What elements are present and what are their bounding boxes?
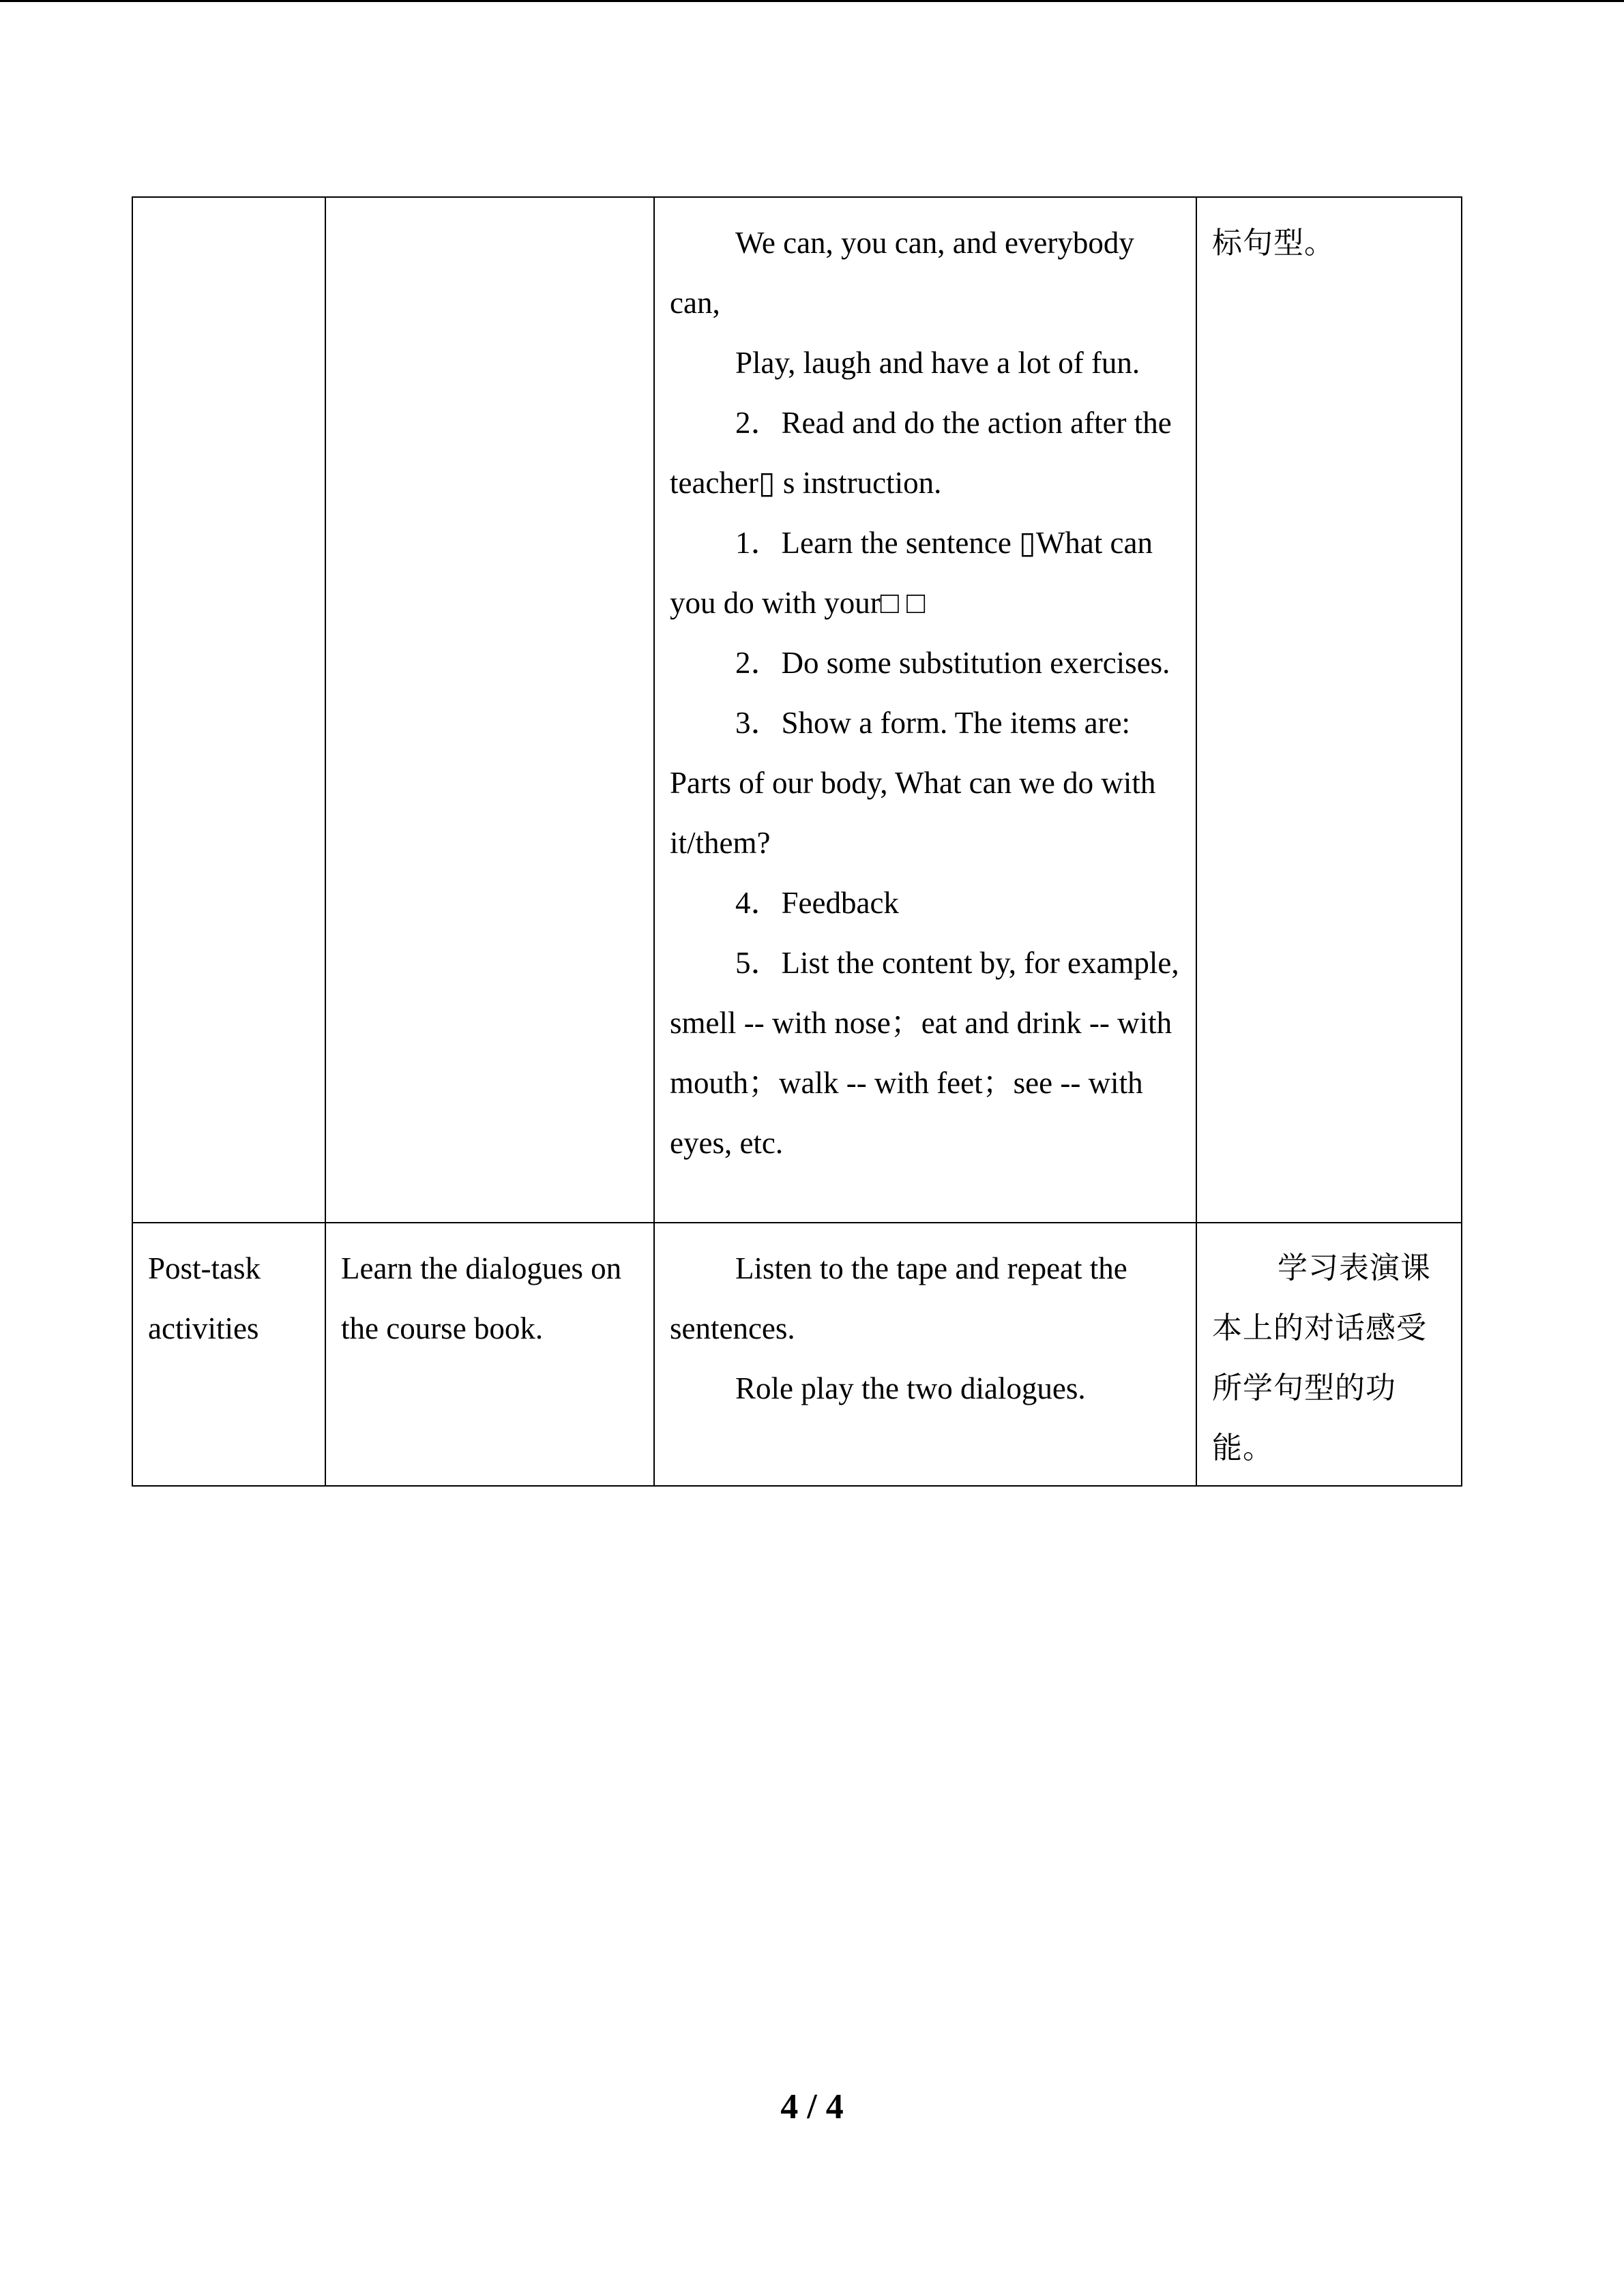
page-number: 4 / 4: [780, 2087, 844, 2126]
procedure-paragraph: 3．Show a form. The items are: Parts of our body, What can we do with it/them?: [670, 706, 1156, 860]
procedure-cell: [654, 1223, 1196, 1486]
procedure-paragraph: 1．Learn the sentence ▯What can you do with your□ □: [670, 526, 1153, 620]
procedure-paragraph: 2．Do some substitution exercises.: [735, 646, 1170, 680]
purpose-text: 标句型。: [1212, 226, 1335, 260]
lesson-plan-table: [132, 196, 1462, 1487]
stage-cell: [132, 197, 325, 1223]
procedure-paragraph: 4．Feedback: [735, 886, 899, 920]
procedure-paragraph: Listen to the tape and repeat the sentences.: [670, 1251, 1127, 1345]
table-row: [132, 1223, 1462, 1486]
purpose-text: 学习表演课本上的对话感受所学句型的功能。: [1212, 1251, 1431, 1465]
procedure-cell: [654, 197, 1196, 1223]
objective-cell: [325, 1223, 654, 1486]
objective-cell: [325, 197, 654, 1223]
procedure-paragraph: 5．List the content by, for example, smell -- with nose；eat and drink -- with mouth；walk -- with feet；see -- with eyes, etc.: [670, 946, 1179, 1160]
stage-text: Post-task activities: [148, 1251, 261, 1345]
procedure-paragraph: Role play the two dialogues.: [735, 1371, 1086, 1405]
stage-cell: [132, 1223, 325, 1486]
objective-text: Learn the dialogues on the course book.: [341, 1251, 622, 1345]
procedure-paragraph: 2．Read and do the action after the teacher▯ s instruction.: [670, 406, 1172, 500]
purpose-cell: [1196, 197, 1462, 1223]
procedure-paragraph: We can, you can, and everybody can,: [670, 226, 1134, 320]
table-row: [132, 197, 1462, 1223]
procedure-paragraph: Play, laugh and have a lot of fun.: [735, 346, 1140, 380]
top-border-line: [0, 0, 1624, 2]
purpose-cell: [1196, 1223, 1462, 1486]
